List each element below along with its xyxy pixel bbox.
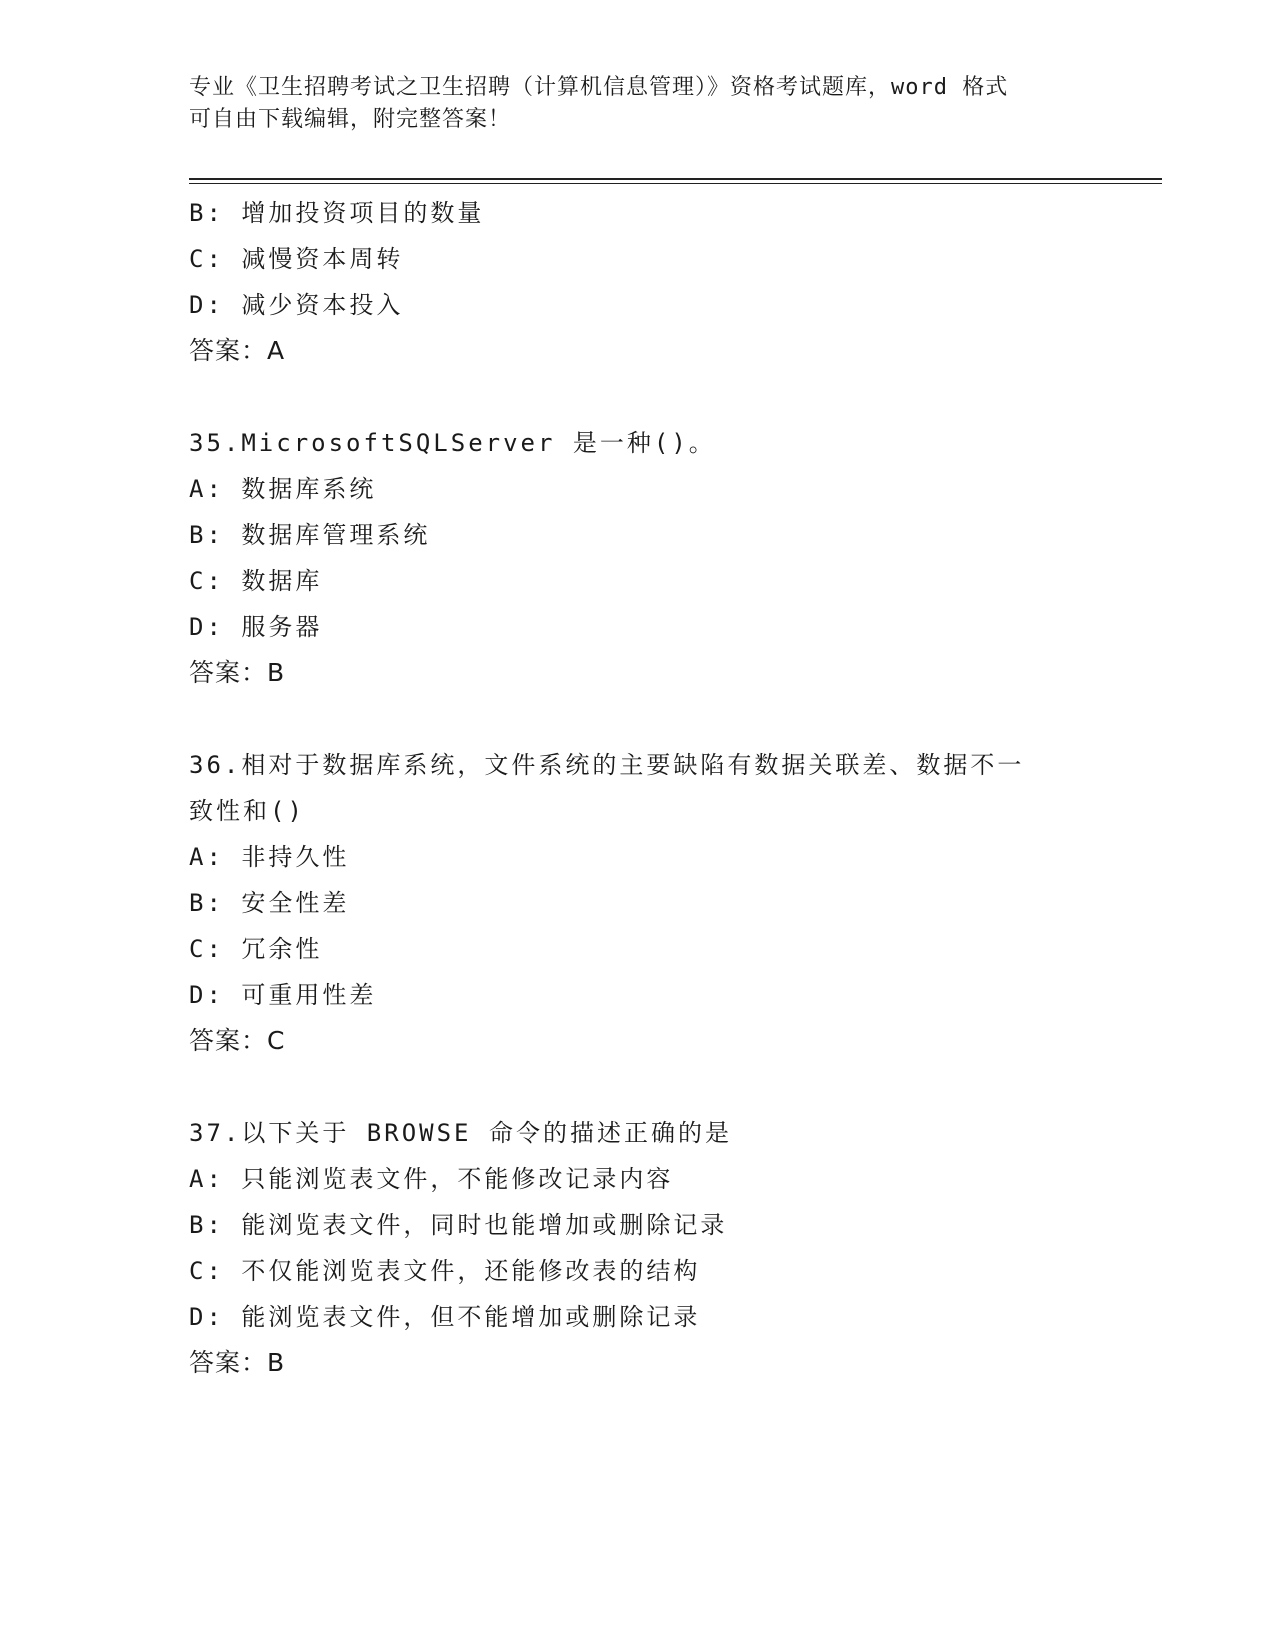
- header-title-line-2: 可自由下载编辑，附完整答案！: [189, 107, 512, 132]
- option-a: A: 非持久性: [189, 843, 350, 871]
- header-title-line-1: 专业《卫生招聘考试之卫生招聘（计算机信息管理）》资格考试题库，word 格式: [189, 75, 1009, 100]
- answer-label: 答案：C: [189, 1026, 286, 1055]
- question-list: [189, 190, 1089, 1386]
- question-block: [189, 190, 1089, 374]
- option-b: B: 增加投资项目的数量: [189, 199, 485, 227]
- question-block: [189, 420, 1089, 696]
- answer-label: 答案：B: [189, 1348, 286, 1377]
- document-header: [189, 72, 1089, 136]
- spacer: [189, 374, 1089, 420]
- option-d: D: 减少资本投入: [189, 291, 404, 319]
- spacer: [189, 1064, 1089, 1110]
- question-block: [189, 742, 1089, 1064]
- option-c: C: 减慢资本周转: [189, 245, 404, 273]
- question-text: 36.相对于数据库系统，文件系统的主要缺陷有数据关联差、数据不一: [189, 751, 1025, 779]
- header-divider-thick: [189, 178, 1162, 180]
- question-text: 35.MicrosoftSQLServer 是一种()。: [189, 429, 716, 457]
- option-c: C: 冗余性: [189, 935, 323, 963]
- option-b: B: 能浏览表文件，同时也能增加或删除记录: [189, 1211, 728, 1239]
- option-b: B: 安全性差: [189, 889, 350, 917]
- option-d: D: 能浏览表文件，但不能增加或删除记录: [189, 1303, 701, 1331]
- option-a: A: 只能浏览表文件，不能修改记录内容: [189, 1165, 674, 1193]
- question-text-continued: 致性和(): [189, 797, 305, 825]
- question-text: 37.以下关于 BROWSE 命令的描述正确的是: [189, 1119, 732, 1147]
- spacer: [189, 696, 1089, 742]
- option-d: D: 服务器: [189, 613, 323, 641]
- option-c: C: 不仅能浏览表文件，还能修改表的结构: [189, 1257, 701, 1285]
- header-divider-thin: [189, 183, 1162, 184]
- option-b: B: 数据库管理系统: [189, 521, 431, 549]
- option-d: D: 可重用性差: [189, 981, 377, 1009]
- question-block: [189, 1110, 1089, 1386]
- answer-label: 答案：A: [189, 336, 286, 365]
- option-a: A: 数据库系统: [189, 475, 377, 503]
- option-c: C: 数据库: [189, 567, 323, 595]
- answer-label: 答案：B: [189, 658, 286, 687]
